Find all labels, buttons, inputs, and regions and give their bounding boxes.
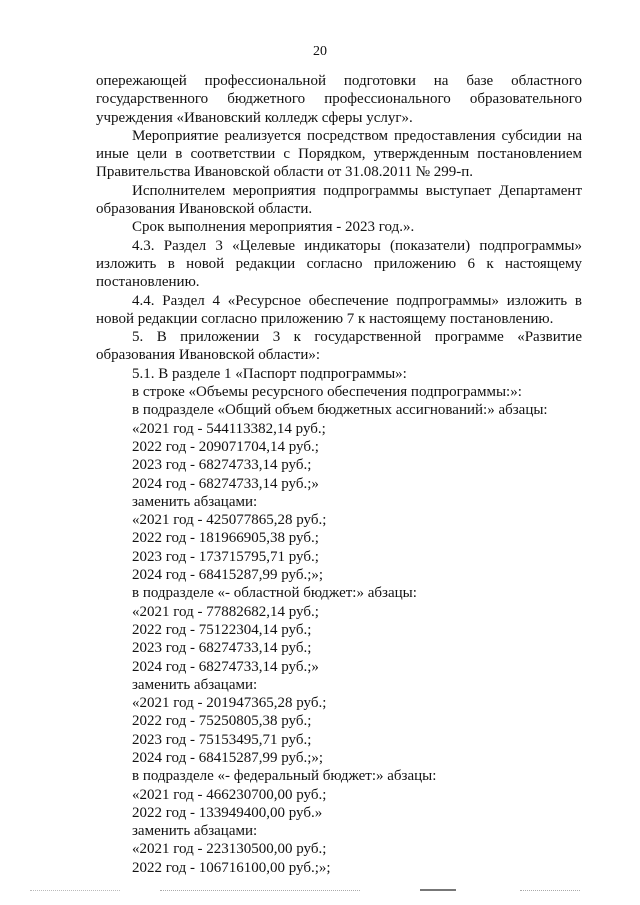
text-line: новой редакции согласно приложению 7 к настоящему постановлению. bbox=[96, 310, 554, 327]
text-line: 4.3. Раздел 3 «Целевые индикаторы (показатели) подпрограммы» bbox=[132, 237, 582, 254]
text-line: заменить абзацами: bbox=[132, 823, 258, 840]
text-line: «2021 год - 77882682,14 руб.; bbox=[132, 603, 319, 620]
text-line: 5. В приложении 3 к государственной программе «Развитие bbox=[132, 329, 582, 346]
text-line: «2021 год - 201947365,28 руб.; bbox=[132, 695, 327, 712]
text-line: 5.1. В разделе 1 «Паспорт подпрограммы»: bbox=[132, 365, 407, 382]
text-line: 2023 год - 75153495,71 руб.; bbox=[132, 731, 312, 748]
text-line: изложить в новой редакции согласно приложению 6 к настоящему bbox=[96, 255, 582, 272]
text-line: 2023 год - 68274733,14 руб.; bbox=[132, 640, 312, 657]
text-line: 4.4. Раздел 4 «Ресурсное обеспечение подпрограммы» изложить в bbox=[132, 292, 582, 309]
text-line: Срок выполнения мероприятия - 2023 год.». bbox=[132, 219, 415, 236]
text-line: «2021 год - 223130500,00 руб.; bbox=[132, 841, 327, 858]
text-line: 2024 год - 68415287,99 руб.;»; bbox=[132, 567, 324, 584]
text-line: 2024 год - 68274733,14 руб.;» bbox=[132, 658, 319, 675]
text-line: в подразделе «- федеральный бюджет:» абзацы: bbox=[132, 768, 437, 785]
text-line: в подразделе «Общий объем бюджетных ассигнований:» абзацы: bbox=[132, 402, 548, 419]
scan-artifact bbox=[30, 890, 120, 893]
text-line: 2022 год - 209071704,14 руб.; bbox=[132, 438, 319, 455]
text-line: 2022 год - 133949400,00 руб.» bbox=[132, 804, 323, 821]
text-line: иные цели в соответствии с Порядком, утвержденным постановлением bbox=[96, 146, 582, 163]
text-line: «2021 год - 425077865,28 руб.; bbox=[132, 512, 327, 529]
text-line: постановлению. bbox=[96, 274, 200, 291]
text-line: 2024 год - 68415287,99 руб.;»; bbox=[132, 749, 324, 766]
text-line: Правительства Ивановской области от 31.08.2011 № 299-п. bbox=[96, 164, 474, 181]
text-line: заменить абзацами: bbox=[132, 493, 258, 510]
text-line: 2022 год - 106716100,00 руб.;»; bbox=[132, 859, 331, 876]
text-line: заменить абзацами: bbox=[132, 676, 258, 693]
text-line: в строке «Объемы ресурсного обеспечения подпрограммы:»: bbox=[132, 384, 522, 401]
text-line: в подразделе «- областной бюджет:» абзацы: bbox=[132, 585, 417, 602]
text-line: 2022 год - 181966905,38 руб.; bbox=[132, 530, 319, 547]
text-line: 2022 год - 75250805,38 руб.; bbox=[132, 713, 312, 730]
page-number: 20 bbox=[313, 44, 327, 59]
text-line: 2024 год - 68274733,14 руб.;» bbox=[132, 475, 319, 492]
text-line: «2021 год - 544113382,14 руб.; bbox=[132, 420, 326, 437]
text-line: «2021 год - 466230700,00 руб.; bbox=[132, 786, 327, 803]
text-line: Исполнителем мероприятия подпрограммы выступает Департамент bbox=[132, 182, 582, 199]
scan-artifact bbox=[420, 889, 456, 893]
scan-artifact bbox=[520, 890, 580, 893]
text-line: 2023 год - 68274733,14 руб.; bbox=[132, 457, 312, 474]
text-line: 2023 год - 173715795,71 руб.; bbox=[132, 548, 319, 565]
text-line: учреждения «Ивановский колледж сферы услуг». bbox=[96, 109, 413, 126]
scan-artifact bbox=[160, 890, 360, 893]
text-line: опережающей профессиональной подготовки на базе областного bbox=[96, 73, 582, 89]
text-line: государственного бюджетного профессионального образовательного bbox=[96, 91, 582, 108]
text-line: Мероприятие реализуется посредством предоставления субсидии на bbox=[132, 127, 582, 144]
document-body bbox=[96, 72, 582, 877]
text-line: образования Ивановской области. bbox=[96, 201, 313, 218]
text-line: образования Ивановской области»: bbox=[96, 347, 321, 364]
text-line: 2022 год - 75122304,14 руб.; bbox=[132, 621, 312, 638]
